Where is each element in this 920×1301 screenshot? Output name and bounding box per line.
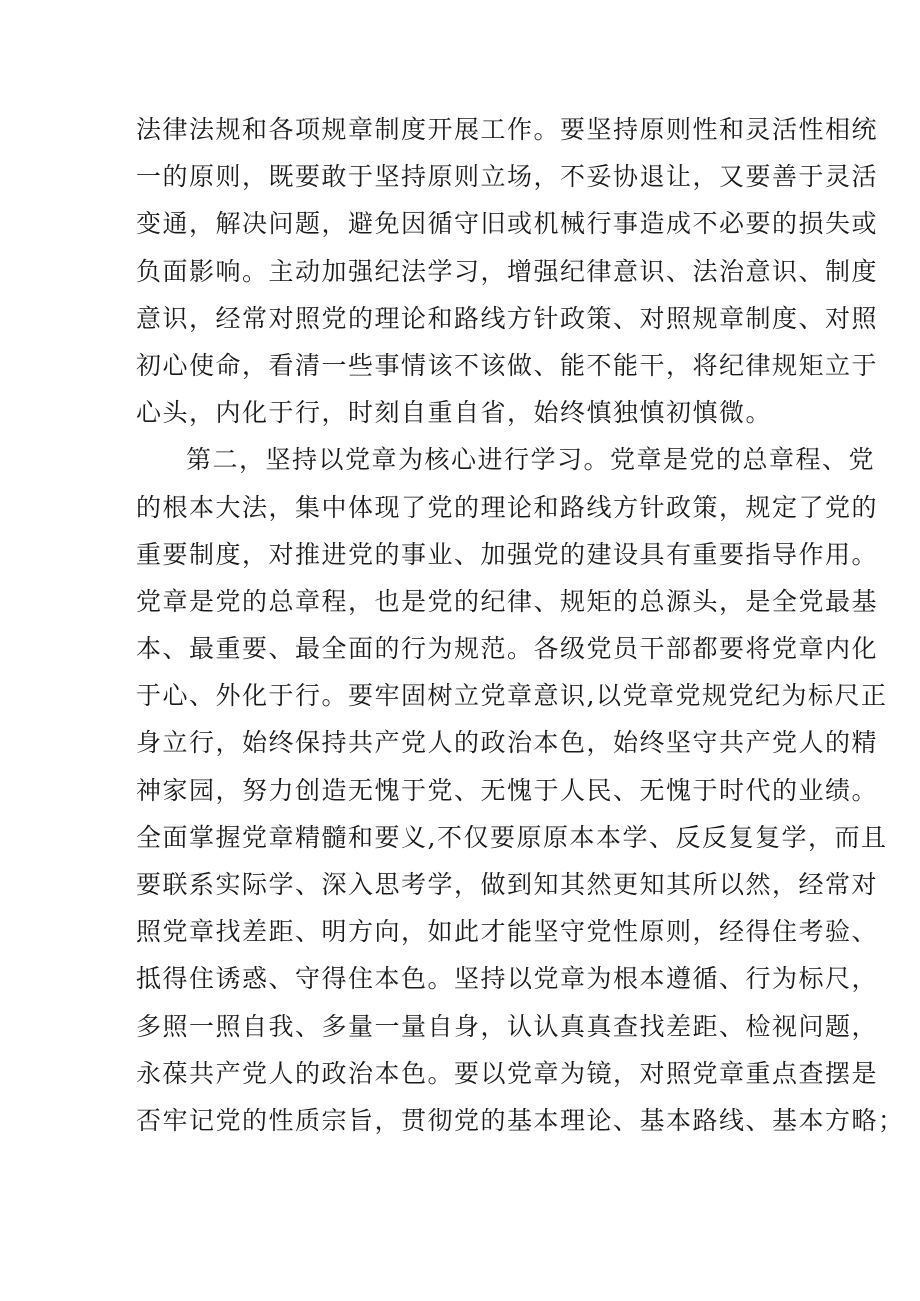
text-line: 心头，内化于行，时刻自重自省，始终慎独慎初慎微。 [136,398,773,428]
text-line: 党章是党的总章程，也是党的纪律、规矩的总源头，是全党最基 [136,586,879,616]
body-text [136,106,905,1144]
text-line: 一的原则，既要敢于坚持原则立场，不妥协退让，又要善于灵活 [136,162,879,192]
text-line: 神家园，努力创造无愧于党、无愧于人民、无愧于时代的业绩。 [136,775,879,805]
text-line: 负面影响。主动加强纪法学习，增强纪律意识、法治意识、制度 [136,256,879,286]
text-line: 的根本大法，集中体现了党的理论和路线方针政策，规定了党的 [136,492,879,522]
text-line: 变通，解决问题，避免因循守旧或机械行事造成不必要的损失或 [136,209,879,239]
text-line: 于心、外化于行。要牢固树立党章意识,以党章党规党纪为标尺正 [136,681,888,711]
text-line: 身立行，始终保持共产党人的政治本色，始终坚守共产党人的精 [136,728,879,758]
paragraph-start-line: 第二，坚持以党章为核心进行学习。党章是党的总章程、党 [186,445,876,475]
text-line: 否牢记党的性质宗旨，贯彻党的基本理论、基本路线、基本方略； [136,1105,905,1135]
text-line: 照党章找差距、明方向，如此才能坚守党性原则，经得住考验、 [136,917,879,947]
text-line: 抵得住诱惑、守得住本色。坚持以党章为根本遵循、行为标尺， [136,964,879,994]
text-line: 重要制度，对推进党的事业、加强党的建设具有重要指导作用。 [136,539,879,569]
text-line: 意识，经常对照党的理论和路线方针政策、对照规章制度、对照 [136,303,879,333]
text-line: 法律法规和各项规章制度开展工作。要坚持原则性和灵活性相统 [136,115,879,144]
text-line: 初心使命，看清一些事情该不该做、能不能干，将纪律规矩立于 [136,350,879,380]
text-line: 本、最重要、最全面的行为规范。各级党员干部都要将党章内化 [136,634,879,664]
text-line: 多照一照自我、多量一量自身，认认真真查找差距、检视问题， [136,1011,879,1041]
text-line: 全面掌握党章精髓和要义,不仅要原原本本学、反反复复学，而且 [136,822,888,852]
text-line: 要联系实际学、深入思考学，做到知其然更知其所以然，经常对 [136,870,879,899]
text-line: 永葆共产党人的政治本色。要以党章为镜，对照党章重点查摆是 [136,1058,879,1088]
